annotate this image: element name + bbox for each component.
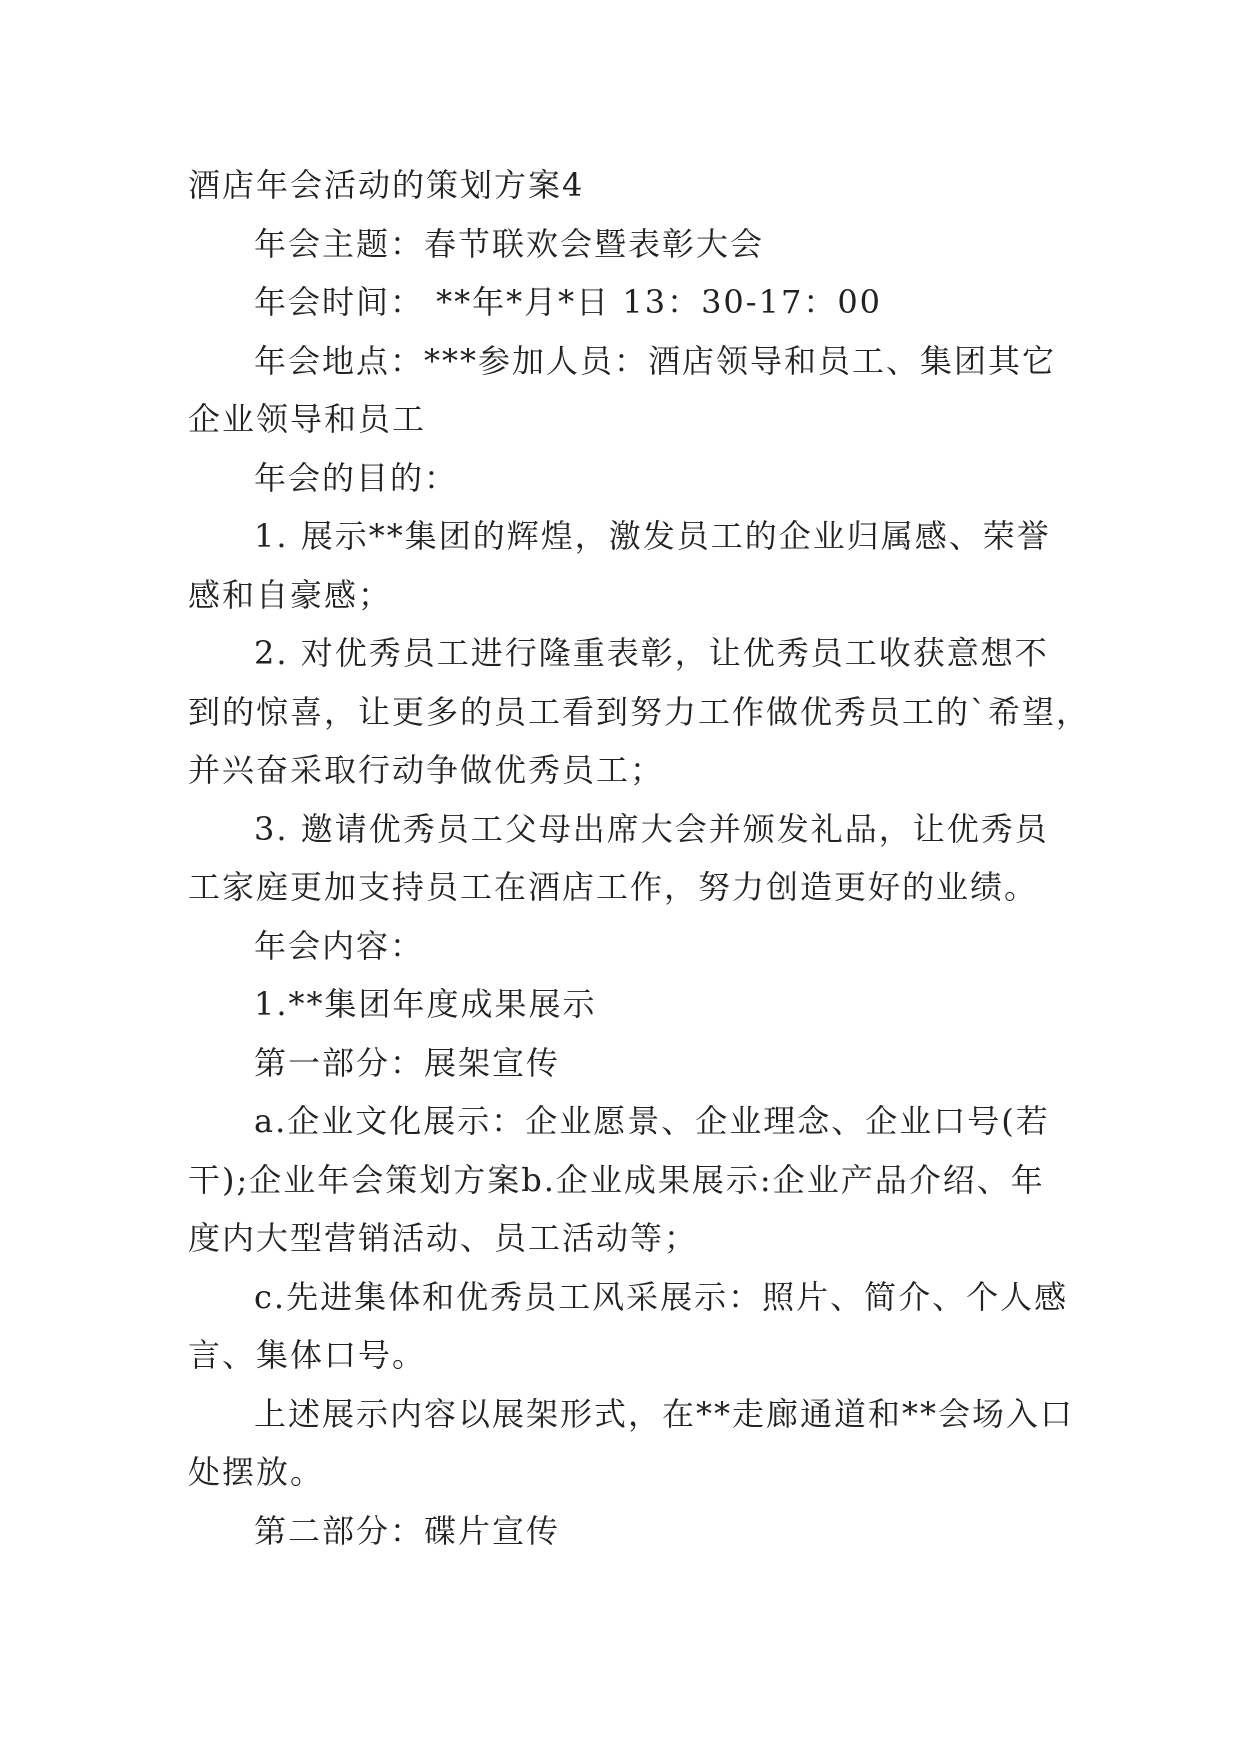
paragraph-line: 到的惊喜，让更多的员工看到努力工作做优秀员工的`希望， <box>188 692 1091 731</box>
paragraph-line: a.企业文化展示：企业愿景、企业理念、企业口号(若 <box>254 1102 1050 1140</box>
paragraph-line: 度内大型营销活动、员工活动等； <box>188 1219 699 1257</box>
paragraph-line: 年会内容： <box>254 926 425 965</box>
paragraph-line: 2. 对优秀员工进行隆重表彰，让优秀员工收获意想不 <box>254 634 1049 672</box>
paragraph-line: 干);企业年会策划方案b.企业成果展示:企业产品介绍、年 <box>188 1160 1045 1199</box>
paragraph-line: 年会地点：***参加人员：酒店领导和员工、集团其它 <box>254 341 1057 380</box>
paragraph-line: 年会主题：春节联欢会暨表彰大会 <box>254 224 765 263</box>
paragraph-line: 并兴奋采取行动争做优秀员工； <box>188 751 665 789</box>
paragraph-line: 言、集体口号。 <box>188 1336 427 1374</box>
paragraph-line: 3. 邀请优秀员工父母出席大会并颁发礼品，让优秀员 <box>254 809 1049 848</box>
paragraph-line: 1. 展示**集团的辉煌，激发员工的企业归属感、荣誉 <box>254 517 1051 555</box>
paragraph-line: 感和自豪感； <box>188 575 393 614</box>
paragraph-line: 第一部分：展架宣传 <box>254 1043 561 1082</box>
paragraph-line: c.先进集体和优秀员工风采展示：照片、简介、个人感 <box>254 1277 1069 1316</box>
document-body <box>188 156 1091 1560</box>
paragraph-line: 年会时间： **年*月*日 13：30-17：00 <box>254 283 883 321</box>
paragraph-line: 第二部分：碟片宣传 <box>254 1511 561 1550</box>
paragraph-line: 处摆放。 <box>188 1453 325 1491</box>
paragraph-line: 上述展示内容以展架形式，在**走廊通道和**会场入口 <box>254 1394 1075 1433</box>
paragraph-line: 年会的目的： <box>254 458 459 497</box>
document-title: 酒店年会活动的策划方案4 <box>188 166 585 204</box>
paragraph-line: 企业领导和员工 <box>188 400 427 438</box>
paragraph-line: 工家庭更加支持员工在酒店工作，努力创造更好的业绩。 <box>188 868 1039 906</box>
paragraph-line: 1.**集团年度成果展示 <box>254 985 597 1023</box>
